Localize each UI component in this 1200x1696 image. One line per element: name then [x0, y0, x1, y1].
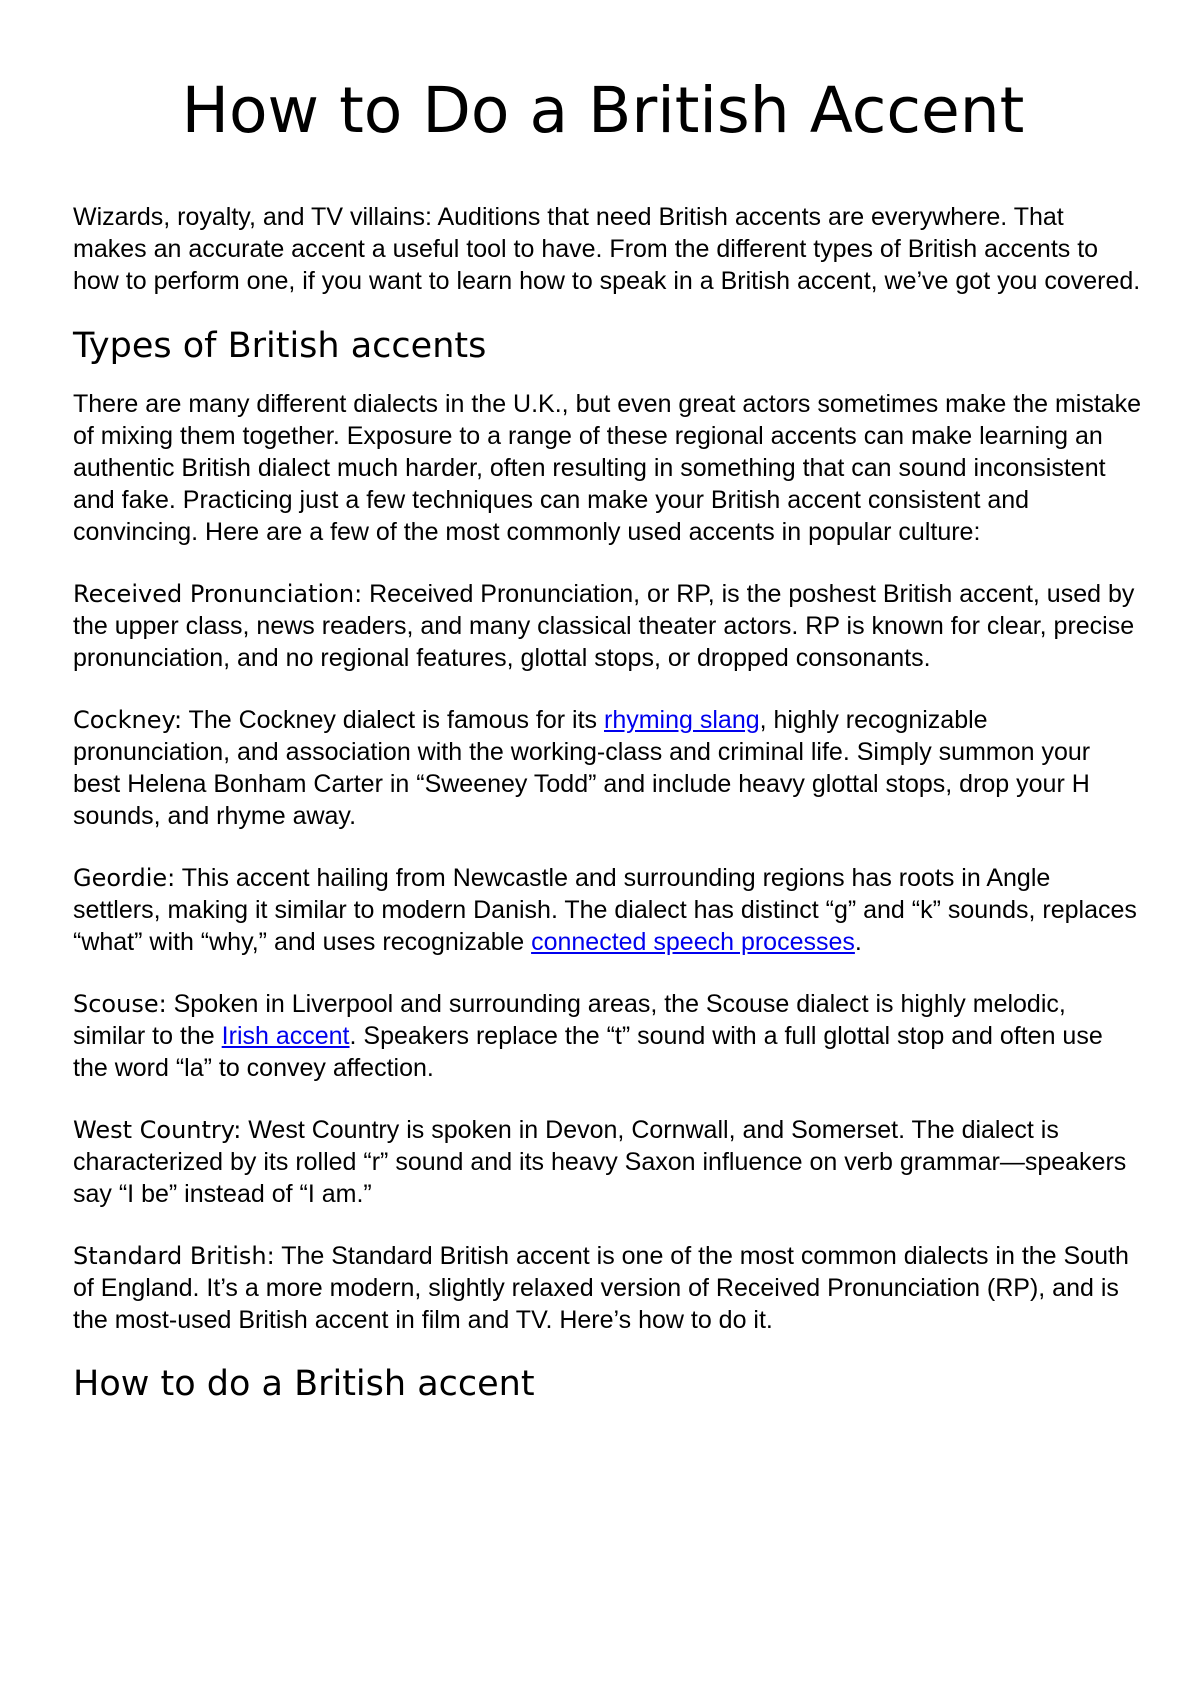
irish-accent-link[interactable]: Irish accent: [221, 1022, 350, 1050]
types-intro-paragraph: There are many different dialects in the U.K., but even great actors sometimes make the mistake of mixing them together. Exposure to a range of these regional accents can make learning an authentic British dialect much harder, often resulting in something that can sound inconsistent and fake. Practicing just a few techniques can make your British accent consistent and convincing. Here are a few of the most commonly used accents in popular culture:: [73, 390, 1142, 546]
document-page: [73, 0, 1143, 1406]
accent-term-rp: Received Pronunciation:: [73, 580, 363, 608]
connected-speech-processes-link[interactable]: connected speech processes: [531, 928, 855, 956]
accent-term-standard: Standard British:: [73, 1242, 275, 1270]
accent-term-cockney: Cockney:: [73, 706, 183, 734]
types-heading: Types of British accents: [73, 326, 487, 366]
accent-text-geordie-before: This accent hailing from Newcastle and surrounding regions has roots in Angle settlers, making it similar to modern Danish. The dialect has distinct “g” and “k” sounds, replaces “what” with “why,” and uses recognizable: [73, 864, 1137, 956]
page-title: How to Do a British Accent: [181, 74, 1025, 147]
accent-text-standard: The Standard British accent is one of the most common dialects in the South of England. It’s a more modern, slightly relaxed version of Received Pronunciation (RP), and is the most-used British accent in film and TV. Here’s how to do it.: [73, 1242, 1129, 1334]
accent-text-scouse-after: . Speakers replace the “t” sound with a full glottal stop and often use the word “la” to convey affection.: [73, 1022, 1103, 1082]
accent-standard-paragraph: [73, 1240, 1143, 1336]
accent-text-cockney-before: The Cockney dialect is famous for its: [182, 706, 604, 734]
accent-geordie-paragraph: [73, 862, 1143, 958]
accent-west-country-paragraph: [73, 1114, 1143, 1210]
accent-term-geordie: Geordie:: [73, 864, 176, 892]
accent-term-west-country: West Country:: [73, 1116, 242, 1144]
intro-paragraph: Wizards, royalty, and TV villains: Auditions that need British accents are everywhere. That makes an accurate accent a useful tool to have. From the different types of British accents to how to perform one, if you want to learn how to speak in a British accent, we’ve got you covered.: [73, 203, 1141, 295]
accent-text-cockney-after: , highly recognizable pronunciation, and association with the working-class and criminal life. Simply summon your best Helena Bonham Carter in “Sweeney Todd” and include heavy glottal stops, drop your H sounds, and rhyme away.: [73, 706, 1091, 830]
accent-cockney-paragraph: [73, 704, 1143, 832]
rhyming-slang-link[interactable]: rhyming slang: [604, 706, 760, 734]
accent-term-scouse: Scouse:: [73, 990, 167, 1018]
accent-rp-paragraph: [73, 578, 1143, 674]
accent-text-geordie-after: .: [854, 928, 862, 956]
accent-scouse-paragraph: [73, 988, 1143, 1084]
accent-text-rp: Received Pronunciation, or RP, is the poshest British accent, used by the upper class, news readers, and many classical theater actors. RP is known for clear, precise pronunciation, and no regional features, glottal stops, or dropped consonants.: [73, 580, 1135, 672]
accent-text-scouse-before: Spoken in Liverpool and surrounding areas, the Scouse dialect is highly melodic, similar to the: [73, 990, 1066, 1050]
howto-heading: How to do a British accent: [73, 1364, 535, 1404]
accent-text-west-country: West Country is spoken in Devon, Cornwall, and Somerset. The dialect is characterized by its rolled “r” sound and its heavy Saxon influence on verb grammar—speakers say “I be” instead of “I am.”: [73, 1116, 1127, 1208]
